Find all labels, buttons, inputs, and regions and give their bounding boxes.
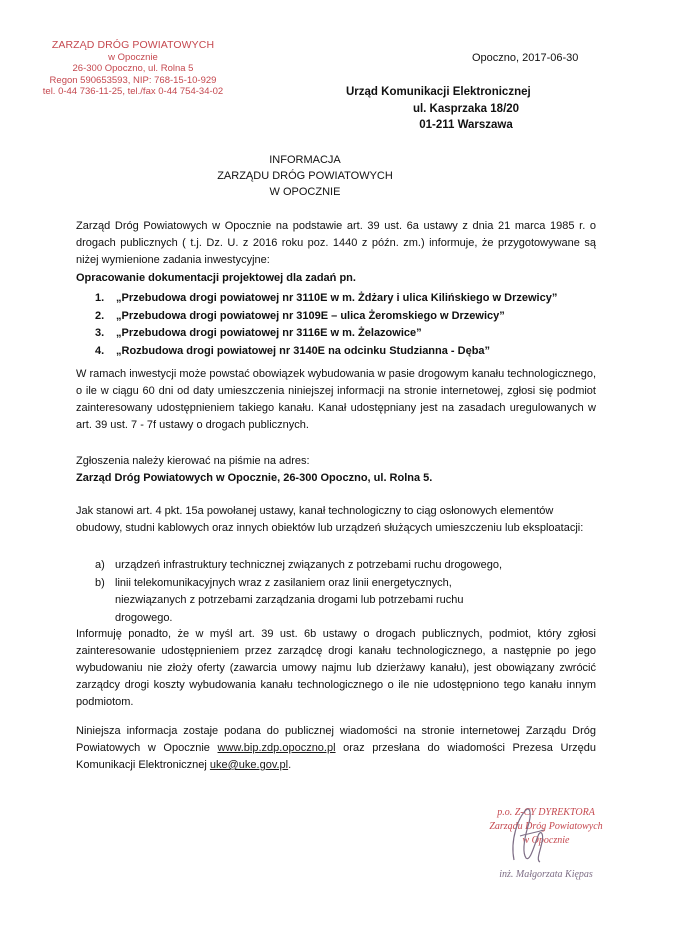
signature-stamp <box>466 806 626 882</box>
definition-item <box>95 557 575 575</box>
title-line-2: ZARZĄDU DRÓG POWIATOWYCH <box>217 170 393 182</box>
signatory-name: inż. Małgorzata Kiępas <box>499 869 593 880</box>
title-line-1: INFORMACJA <box>269 154 341 166</box>
uke-email-link[interactable]: uke@uke.gov.pl <box>209 759 289 771</box>
tasks-list <box>95 290 575 360</box>
signature-location: w Opocznie <box>522 835 570 846</box>
bip-link[interactable]: www.bip.zdp.opoczno.pl <box>217 742 336 754</box>
stamp-line-3: 26-300 Opoczno, ul. Rolna 5 <box>72 63 194 74</box>
stamp-line-2: w Opocznie <box>108 51 158 63</box>
document-title <box>190 152 420 200</box>
stamp-line-5: tel. 0-44 736-11-25, tel./fax 0-44 754-34-02 <box>42 86 224 97</box>
task-text: „Przebudowa drogi powiatowej nr 3116E w m. Żelazowice” <box>116 327 422 339</box>
investment-paragraph: W ramach inwestycji może powstać obowiązek wybudowania w pasie drogowym kanału technologicznego, o ile w ciągu 60 dni od daty umieszczenia niniejszej informacji na stronie internetowej, zgłosi się podmiot zainteresowany udostępnieniem takiego kanału. Kanał udostępniany jest na zasadach uregulowanych w art. 39 ust. 7 - 7f ustawy o drogach publicznych. <box>76 368 596 431</box>
recipient-street: ul. Kasprzaka 18/20 <box>412 102 520 115</box>
task-number: 3. <box>95 327 105 339</box>
recipient-address <box>346 84 586 134</box>
submission-address: Zarząd Dróg Powiatowych w Opocznie, 26-300 Opoczno, ul. Rolna 5. <box>76 472 433 484</box>
definition-letter: a) <box>95 559 105 571</box>
task-text: „Przebudowa drogi powiatowej nr 3109E – ulica Żeromskiego w Drzewicy” <box>116 309 505 322</box>
publication-paragraph <box>76 723 596 774</box>
stamp-line-1: ZARZĄD DRÓG POWIATOWYCH <box>51 39 215 51</box>
recipient-city: 01-211 Warszawa <box>419 119 513 131</box>
definition-text: linii telekomunikacyjnych wraz z zasilaniem oraz linii energetycznych, niezwiązanych z potrzebami zarządzania drogami lub potrzebami ruchu drogowego. <box>115 576 464 624</box>
definition-paragraph: Jak stanowi art. 4 pkt. 15a powołanej ustawy, kanał technologiczny to ciąg osłonowych elementów obudowy, studni kablowych oraz innych obiektów lub urządzeń służących umieszczeniu lub eksploatacji: <box>76 505 584 534</box>
reimbursement-paragraph: Informuję ponadto, że w myśl art. 39 ust. 6b ustawy o drogach publicznych, podmiot, który zgłosi zainteresowanie udostępnieniem przez zarządcę drogi kanału technologicznego, a następnie po jego wybudowaniu nie złoży oferty (zawarcia umowy najmu lub dzierżawy kanału), jest obowiązany zwrócić zarządcy drogi koszty wybudowania kanału technologicznego o ile nie udostępniono tego kanału innym podmiotom. <box>76 628 596 708</box>
task-item <box>95 290 575 308</box>
stamp-line-4: Regon 590653593, NIP: 768-15-10-929 <box>49 74 217 86</box>
task-item <box>95 325 575 343</box>
signature-title: p.o. Z-CY DYREKTORA <box>497 807 595 818</box>
submission-line: Zgłoszenia należy kierować na piśmie na adres: <box>76 455 310 467</box>
recipient-name: Urząd Komunikacji Elektronicznej <box>346 86 531 98</box>
task-number: 2. <box>95 309 105 322</box>
publication-text-2: oraz przesłana do wiadomości Prezesa Urzędu Komunikacji Elektronicznej <box>76 742 596 771</box>
tasks-heading: Opracowanie dokumentacji projektowej dla zadań pn. <box>76 272 356 284</box>
document-date: Opoczno, 2017-06-30 <box>472 52 579 64</box>
publication-text: Niniejsza informacja zostaje podana do publicznej wiadomości na stronie internetowej Zarządu Dróg Powiatowych w Opocznie <box>76 725 596 754</box>
signature-office: Zarządu Dróg Powiatowych <box>489 821 603 832</box>
task-number: 1. <box>95 292 105 304</box>
definition-list <box>95 557 575 627</box>
definition-item <box>95 575 575 628</box>
task-number: 4. <box>95 344 105 357</box>
task-text: „Rozbudowa drogi powiatowej nr 3140E na odcinku Studzianna - Dęba” <box>116 344 491 357</box>
header-stamp <box>38 40 228 98</box>
task-item <box>95 308 575 326</box>
task-text: „Przebudowa drogi powiatowej nr 3110E w m. Żdżary i ulica Kilińskiego w Drzewicy” <box>116 292 558 304</box>
definition-letter: b) <box>95 576 105 589</box>
submission-info <box>76 453 596 487</box>
definition-text: urządzeń infrastruktury technicznej związanych z potrzebami ruchu drogowego, <box>115 559 503 571</box>
publication-end: . <box>288 759 292 771</box>
title-line-3: W OPOCZNIE <box>269 186 341 198</box>
handwritten-signature <box>496 800 556 870</box>
task-item <box>95 343 575 361</box>
intro-paragraph: Zarząd Dróg Powiatowych w Opocznie na podstawie art. 39 ust. 6a ustawy z dnia 21 marca 1985 r. o drogach publicznych ( t.j. Dz. U. z 2016 roku poz. 1440 z późn. zm.) informuje, że przygotowywane są niżej wymienione zadania inwestycyjne: <box>76 220 596 266</box>
